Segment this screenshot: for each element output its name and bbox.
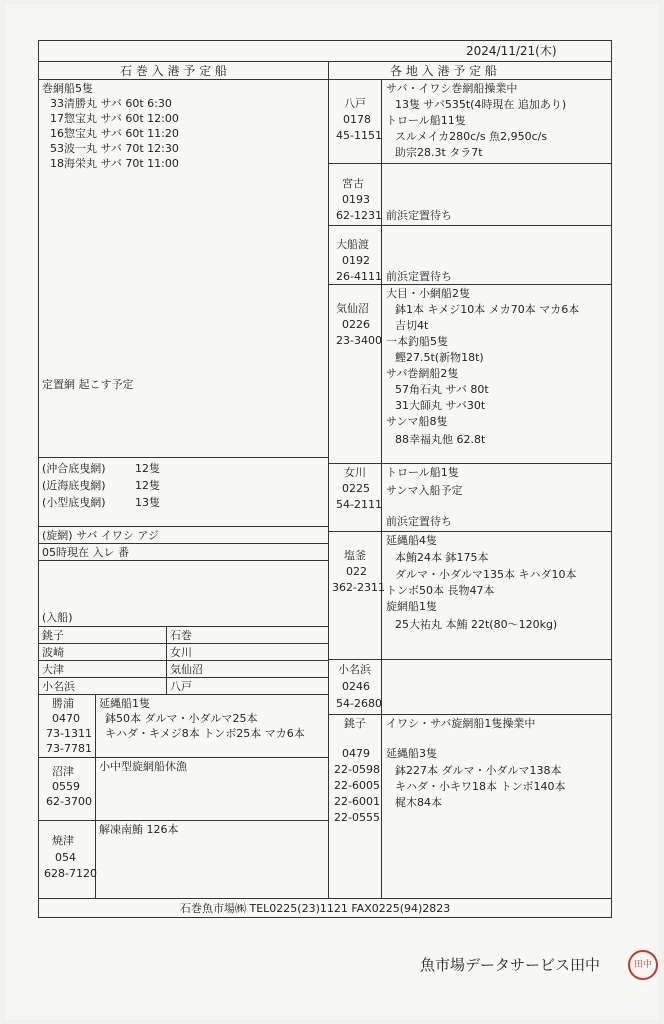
table-border [38, 660, 328, 661]
report-line: 本鮪24本 鉢175本 [395, 551, 489, 564]
nyusen-port: 女川 [170, 646, 192, 659]
port-code: 0178 [343, 113, 371, 126]
port-code: 0470 [52, 712, 80, 725]
port-name: 銚子 [344, 717, 366, 730]
report-date: 2024/11/21(木) [466, 44, 557, 58]
port-code: 0192 [342, 254, 370, 267]
table-border [38, 643, 328, 644]
port-tel: 73-1311 [46, 727, 92, 740]
report-line: イワシ・サバ旋網船1隻操業中 [386, 717, 536, 730]
nyusen-port: 気仙沼 [170, 663, 203, 676]
ship-line: 16惣宝丸 サバ 60t 11:20 [50, 127, 179, 140]
report-line: トンボ50本 長物47本 [386, 584, 495, 597]
table-border [38, 79, 612, 80]
report-line: 57角石丸 サバ 80t [395, 383, 489, 396]
table-border [38, 626, 328, 627]
table-border [38, 898, 612, 899]
port-name: 沼津 [52, 765, 74, 778]
report-line: 25大祐丸 本鮪 22t(80〜120kg) [395, 618, 558, 631]
time-line: 05時現在 入レ 番 [42, 546, 129, 559]
table-border [328, 163, 611, 164]
table-border [328, 714, 611, 715]
report-line: ダルマ・小ダルマ135本 キハダ10本 [395, 568, 577, 581]
report-line: 31大師丸 サバ30t [395, 399, 486, 412]
table-border [328, 225, 611, 226]
port-name: 大船渡 [336, 238, 369, 251]
ship-line: 17惣宝丸 サバ 60t 12:00 [50, 112, 179, 125]
report-line: 延縄船4隻 [386, 534, 437, 547]
port-tel: 54-2680 [336, 697, 382, 710]
report-line: 旋網船1隻 [386, 600, 437, 613]
table-border [328, 463, 611, 464]
table-border [611, 40, 612, 917]
table-border [38, 677, 328, 678]
table-border [38, 757, 328, 758]
report-line: 鰹27.5t(新物18t) [395, 351, 484, 364]
port-tel: 62-1231 [336, 209, 382, 222]
table-border [328, 531, 611, 532]
table-border [38, 560, 328, 561]
sokobiki-count: 12隻 [135, 462, 160, 475]
report-line: キハダ・キメジ8本 トンボ25本 マカ6本 [105, 727, 305, 740]
table-border [38, 694, 328, 695]
port-code: 0193 [342, 193, 370, 206]
port-name: 焼津 [52, 834, 74, 847]
port-code: 0226 [342, 318, 370, 331]
table-border [328, 284, 611, 285]
ship-line: 18海栄丸 サバ 70t 11:00 [50, 157, 179, 170]
teichi-note: 定置網 起こす予定 [42, 378, 134, 391]
report-line: 鉢50本 ダルマ・小ダルマ25本 [105, 712, 258, 725]
nyusen-port: 八戸 [170, 680, 192, 693]
report-line: 吉切4t [395, 319, 429, 332]
port-tel: 54-2111 [336, 498, 382, 511]
report-line: 前浜定置待ち [386, 515, 452, 528]
ship-line: 53波一丸 サバ 70t 12:30 [50, 142, 179, 155]
nyusen-heading: (入船) [42, 611, 73, 624]
nyusen-port: 大津 [42, 663, 64, 676]
sokobiki-name: (小型底曳網) [42, 496, 106, 509]
table-border [328, 61, 329, 898]
report-line: サンマ船8隻 [386, 415, 448, 428]
port-name: 気仙沼 [336, 302, 369, 315]
makiami-heading: 巻網船5隻 [42, 82, 93, 95]
report-line: トロール船1隻 [386, 466, 459, 479]
port-code: 054 [55, 851, 76, 864]
seal-stamp: 田中 [628, 950, 658, 980]
ship-line: 33清勝丸 サバ 60t 6:30 [50, 97, 172, 110]
table-border [38, 40, 39, 917]
signature: 魚市場データサービス田中 [420, 956, 601, 974]
report-line: 前浜定置待ち [386, 209, 452, 222]
port-code: 0559 [52, 780, 80, 793]
report-line: 解凍南鮪 126本 [99, 823, 179, 836]
port-tel: 62-3700 [46, 795, 92, 808]
table-border [38, 526, 328, 527]
port-tel: 73-7781 [46, 742, 92, 755]
port-code: 0225 [342, 482, 370, 495]
port-name: 宮古 [342, 177, 364, 190]
report-line: サンマ入船予定 [386, 484, 463, 497]
port-name: 勝浦 [52, 697, 74, 710]
port-tel: 22-0555 [334, 811, 380, 824]
port-name: 小名浜 [338, 663, 371, 676]
nyusen-port: 石巻 [170, 629, 192, 642]
report-line: トロール船11隻 [386, 114, 466, 127]
port-tel: 362-2311 [332, 581, 385, 594]
port-name: 女川 [344, 466, 366, 479]
report-line: サバ・イワシ巻網船操業中 [386, 82, 518, 95]
report-line: 大目・小網船2隻 [386, 287, 470, 300]
port-tel: 23-3400 [336, 334, 382, 347]
report-line: スルメイカ280c/s 魚2,950c/s [395, 130, 548, 143]
port-tel: 628-7120 [44, 867, 97, 880]
report-line: 延縄船1隻 [99, 697, 150, 710]
report-line: 鉢227本 ダルマ・小ダルマ138本 [395, 764, 562, 777]
port-tel: 22-6001 [334, 795, 380, 808]
right-section-title: 各 地 入 港 予 定 船 [390, 64, 497, 78]
sokobiki-name: (沖合底曳網) [42, 462, 106, 475]
report-line: 鉢1本 キメジ10本 メカ70本 マカ6本 [395, 303, 580, 316]
report-line: 小中型旋網船休漁 [99, 760, 187, 773]
table-border [38, 40, 612, 41]
report-line: 88幸福丸他 62.8t [395, 433, 486, 446]
senmo-line: (旋網) サバ イワシ アジ [42, 529, 159, 542]
report-line: 延縄船3隻 [386, 747, 437, 760]
table-border [38, 543, 328, 544]
sokobiki-count: 12隻 [135, 479, 160, 492]
nyusen-port: 銚子 [42, 629, 64, 642]
port-tel: 26-4111 [336, 270, 382, 283]
report-line: 前浜定置待ち [386, 270, 452, 283]
port-tel: 22-6005 [334, 779, 380, 792]
table-border [381, 79, 382, 898]
port-tel: 45-1151 [336, 129, 382, 142]
table-border [38, 820, 328, 821]
sokobiki-name: (近海底曳網) [42, 479, 106, 492]
table-border [166, 626, 167, 694]
report-line: 13隻 サバ535t(4時現在 追加あり) [395, 98, 567, 111]
port-tel: 22-0598 [334, 763, 380, 776]
table-border [38, 917, 612, 918]
report-line: 一本釣船5隻 [386, 335, 448, 348]
port-name: 塩釜 [344, 549, 366, 562]
report-line: サバ巻網船2隻 [386, 367, 459, 380]
port-name: 八戸 [344, 97, 366, 110]
port-code: 0479 [342, 747, 370, 760]
sokobiki-count: 13隻 [135, 496, 160, 509]
report-line: 梶木84本 [395, 796, 442, 809]
report-line: キハダ・小キワ18本 トンボ140本 [395, 780, 566, 793]
port-code: 0246 [342, 680, 370, 693]
left-section-title: 石 巻 入 港 予 定 船 [120, 64, 227, 78]
footer-contact: 石巻魚市場㈱ TEL0225(23)1121 FAX0225(94)2823 [180, 902, 451, 915]
table-border [38, 61, 612, 62]
nyusen-port: 波崎 [42, 646, 64, 659]
table-border [38, 457, 328, 458]
port-code: 022 [346, 565, 367, 578]
nyusen-port: 小名浜 [42, 680, 75, 693]
report-line: 助宗28.3t タラ7t [395, 146, 483, 159]
table-border [328, 659, 611, 660]
